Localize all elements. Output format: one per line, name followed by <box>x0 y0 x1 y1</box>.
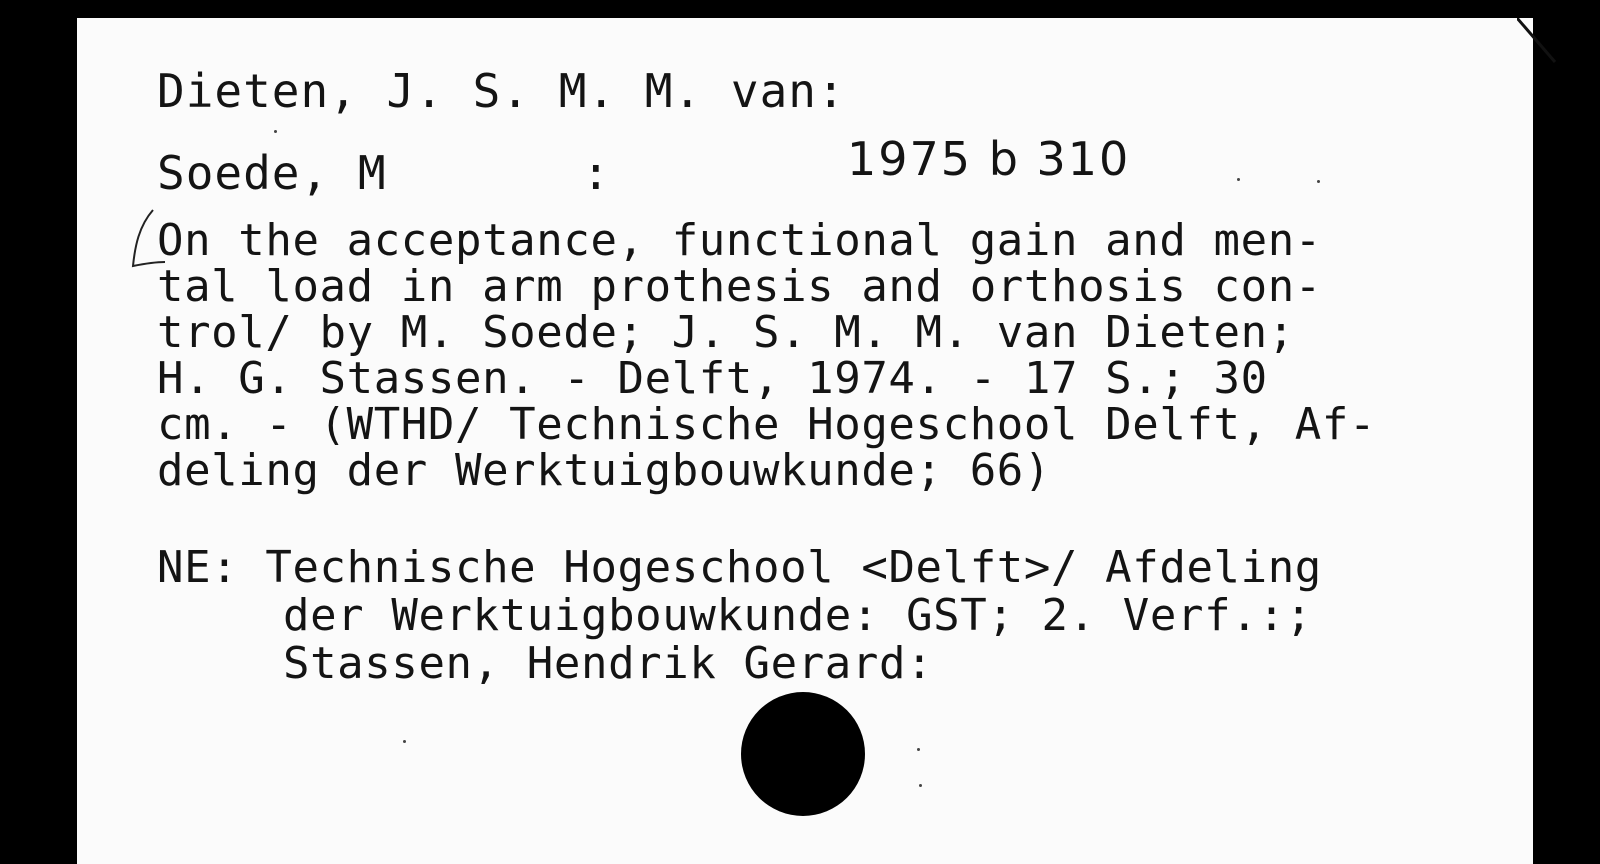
paper-speck <box>919 784 922 787</box>
coauthor-heading: Soede, M <box>157 146 387 200</box>
bibliographic-description <box>157 215 1377 496</box>
heading-colon: : <box>582 146 611 200</box>
card-corner-mark <box>1517 18 1557 78</box>
description-line: cm. - (WTHD/ Technische Hogeschool Delft, Af- <box>157 399 1377 450</box>
description-line: deling der Werktuigbouwkunde; 66) <box>157 445 1051 496</box>
added-entry-line: der Werktuigbouwkunde: GST; 2. Verf.:; <box>283 590 1313 641</box>
ne-label: NE: <box>157 542 239 593</box>
description-line: On the acceptance, functional gain and men- <box>157 215 1322 266</box>
description-line: trol/ by M. Soede; J. S. M. M. van Dieten; <box>157 307 1295 358</box>
added-entry-line: Stassen, Hendrik Gerard: <box>283 638 934 689</box>
paper-speck <box>917 748 920 751</box>
shelfmark: 1975 b 310 <box>847 132 1131 186</box>
description-line: H. G. Stassen. - Delft, 1974. - 17 S.; 30 <box>157 353 1268 404</box>
description-line: tal load in arm prothesis and orthosis con- <box>157 261 1322 312</box>
paper-speck <box>274 130 277 133</box>
added-entries <box>157 544 1322 688</box>
paper-speck <box>1317 180 1320 183</box>
punch-hole <box>741 692 865 816</box>
paper-speck <box>403 740 406 743</box>
paper-speck <box>1237 178 1240 181</box>
author-heading: Dieten, J. S. M. M. van: <box>157 64 846 118</box>
added-entry-line: Technische Hogeschool <Delft>/ Afdeling <box>265 542 1322 593</box>
catalog-card <box>77 18 1533 864</box>
